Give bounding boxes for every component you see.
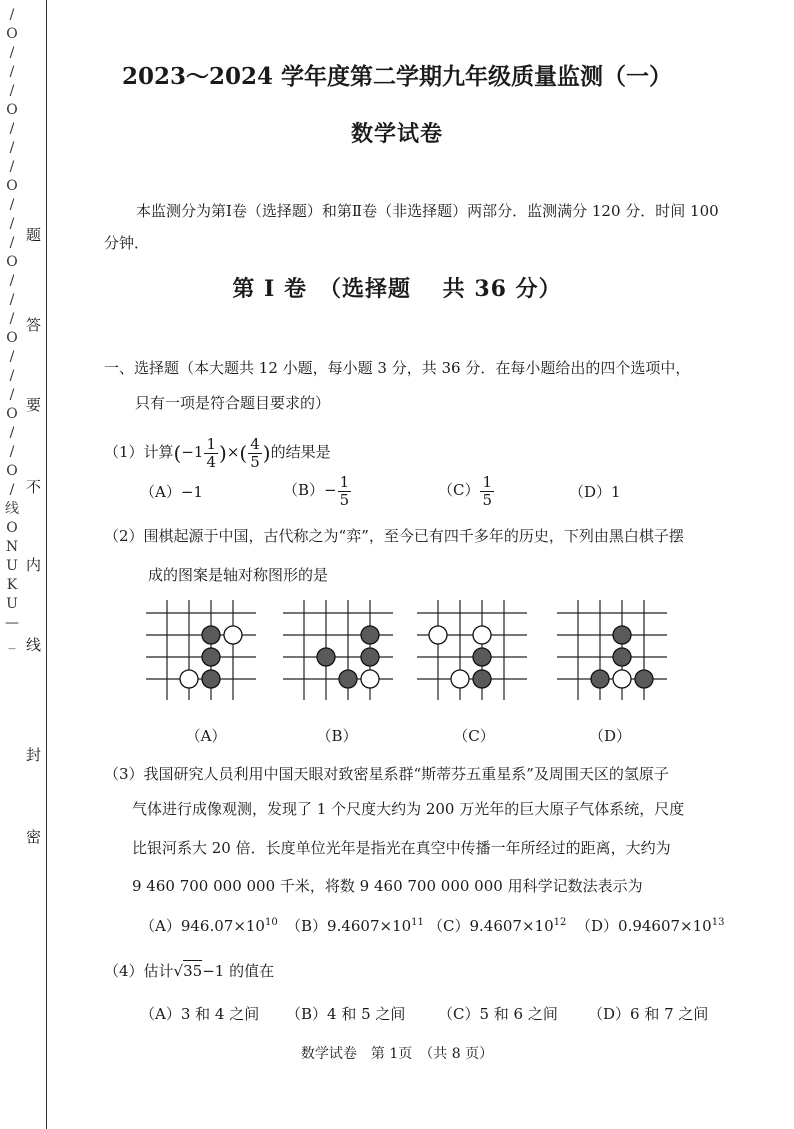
q4-prefix: （4）估计: [104, 962, 174, 980]
black-stone: [473, 670, 491, 688]
seal-decoration-char: /: [9, 311, 15, 327]
q1-close-paren: ): [219, 441, 227, 465]
question-3-line3: 比银河系大 20 倍．长度单位光年是指光在真空中传播一年所经过的距离，大约为: [132, 839, 671, 857]
q1-frac2-numerator: 4: [250, 434, 260, 453]
q4-option-c: （C）5 和 6 之间: [438, 1005, 558, 1023]
seal-decoration-char: O: [6, 330, 18, 346]
white-stone: [473, 626, 491, 644]
q3-c-base: （C）9.4607×10: [428, 917, 554, 935]
q3-option-a: [140, 916, 278, 936]
black-stone: [361, 626, 379, 644]
seal-decoration-char: O: [6, 26, 18, 42]
exam-title: 2023～2024 学年度第二学期九年级质量监测（一）: [121, 63, 673, 90]
question-2-line2: 成的图案是轴对称图形的是: [148, 566, 329, 584]
q1-times: ×: [226, 443, 240, 461]
q1-b-denominator: 5: [339, 490, 350, 509]
seal-decoration-char: /: [9, 235, 15, 251]
q1-fraction-four-fifths: [248, 436, 262, 471]
black-stone: [339, 670, 357, 688]
seal-decoration-char: O: [6, 463, 18, 479]
seal-decoration-char: O: [6, 102, 18, 118]
seal-decoration-char: /: [9, 273, 15, 289]
q1-frac1-numerator: 1: [206, 434, 217, 453]
q3-a-base: （A）946.07×10: [140, 917, 265, 935]
q1-option-c: [438, 470, 495, 510]
seal-decoration-char: /: [9, 197, 15, 213]
seal-decoration-char: /: [9, 425, 15, 441]
q1-c-numerator: 1: [482, 472, 493, 491]
q4-option-d: （D）6 和 7 之间: [588, 1005, 709, 1023]
figure-label-a: （A）: [185, 727, 227, 745]
q1-suffix: 的结果是: [270, 443, 331, 461]
q3-option-d: [576, 916, 724, 936]
figure-label-b: （B）: [316, 727, 358, 745]
seal-char: 封: [26, 746, 42, 764]
question-3-line1: （3）我国研究人员利用中国天眼对致密星系群“斯蒂芬五重星系”及周围天区的氢原子: [104, 765, 669, 783]
figure-label-d: （D）: [588, 727, 632, 745]
white-stone: [613, 670, 631, 688]
seal-char: 密: [26, 828, 42, 846]
seal-decoration-char: U: [6, 558, 18, 574]
section-heading-line2: 只有一项是符合题目要求的）: [135, 394, 331, 412]
exam-subtitle: 数学试卷: [350, 121, 443, 147]
q1-c-label: （C）: [438, 481, 480, 499]
q1-open-paren: (: [173, 441, 182, 465]
seal-decoration-char: —: [5, 615, 19, 631]
seal-decoration-char: /: [9, 7, 15, 23]
white-stone: [429, 626, 447, 644]
go-board-a: [146, 600, 256, 700]
q1-minus-one: −1: [181, 443, 204, 461]
q4-radicand: 35: [183, 962, 203, 980]
question-3-line4: 9 460 700 000 000 千米，将数 9 460 700 000 000 用科学记数法表示为: [132, 877, 643, 895]
seal-decoration-char: U: [6, 596, 18, 612]
section-heading-line1: 一、选择题（本大题共 12 小题，每小题 3 分，共 36 分．在每小题给出的四个选项中，: [104, 359, 691, 377]
q3-a-exponent: 10: [264, 917, 278, 928]
seal-margin: [0, 0, 50, 1129]
q4-option-a: （A）3 和 4 之间: [140, 1005, 260, 1023]
q3-d-exponent: 13: [711, 917, 725, 928]
seal-char: 答: [26, 316, 42, 334]
seal-char: 不: [26, 478, 42, 496]
seal-decoration-char: /: [9, 140, 15, 156]
q1-frac2-denominator: 5: [250, 452, 260, 471]
q1-close-paren-2: ): [262, 441, 271, 465]
q1-b-numerator: 1: [339, 472, 350, 491]
black-stone: [613, 626, 631, 644]
seal-char: 线: [26, 636, 42, 654]
black-stone: [202, 626, 220, 644]
exam-intro: 本监测分为第Ⅰ卷（选择题）和第Ⅱ卷（非选择题）两部分．监测满分 120 分．时间 100 分钟．: [104, 202, 719, 252]
go-board-c: [417, 600, 527, 700]
q4-option-b: （B）4 和 5 之间: [286, 1005, 406, 1023]
black-stone: [317, 648, 335, 666]
white-stone: [451, 670, 469, 688]
question-3-line2: 气体进行成像观测，发现了 1 个尺度大约为 200 万光年的巨大原子气体系统，尺度: [132, 800, 685, 818]
black-stone: [202, 670, 220, 688]
q1-b-fraction: [338, 474, 352, 509]
margin-line: [46, 0, 47, 1129]
page-footer: 数学试卷 第 1页 （共 8 页）: [300, 1046, 494, 1062]
seal-decoration-char: /: [9, 444, 15, 460]
q3-option-b: [286, 916, 424, 936]
black-stone: [473, 648, 491, 666]
seal-char: 要: [26, 396, 42, 414]
seal-decoration-char: /: [9, 292, 15, 308]
q1-prefix: （1）计算: [104, 443, 174, 461]
black-stone: [591, 670, 609, 688]
q1-option-a: （A）−1: [140, 483, 203, 501]
q4-after: −1 的值在: [202, 962, 275, 980]
question-2-line1: （2）围棋起源于中国，古代称之为“弈”，至今已有四千多年的历史，下列由黑白棋子摆: [104, 527, 684, 545]
q3-c-exponent: 12: [553, 917, 567, 928]
seal-decoration-char: K: [6, 577, 18, 593]
question-4-stem: [104, 961, 274, 981]
q4-radical-sign: √: [173, 962, 184, 980]
seal-decoration-char: /: [9, 45, 15, 61]
seal-decoration-char: /: [9, 64, 15, 80]
q1-option-d: （D）1: [569, 483, 621, 501]
black-stone: [202, 648, 220, 666]
seal-decoration-char: /: [9, 159, 15, 175]
white-stone: [180, 670, 198, 688]
figure-label-c: （C）: [453, 727, 495, 745]
black-stone: [635, 670, 653, 688]
q3-option-c: [428, 916, 566, 936]
seal-char: 内: [26, 556, 42, 574]
q1-option-b: [283, 470, 352, 510]
black-stone: [613, 648, 631, 666]
q1-c-denominator: 5: [482, 490, 493, 509]
go-board-b: [283, 600, 393, 700]
q1-b-label: （B）−: [283, 481, 337, 499]
q3-d-base: （D）0.94607×10: [576, 917, 712, 935]
seal-decoration-char: /: [9, 368, 15, 384]
q3-b-exponent: 11: [411, 917, 424, 928]
q1-c-fraction: [480, 474, 494, 509]
q1-frac1-denominator: 4: [206, 452, 217, 471]
seal-decoration-char: /: [9, 216, 15, 232]
seal-decoration-char: O: [6, 178, 18, 194]
seal-decoration-char: /: [9, 349, 15, 365]
seal-decoration-char: _: [8, 634, 16, 650]
seal-decoration-char: O: [6, 520, 18, 536]
seal-decoration-char: /: [9, 482, 15, 498]
q1-open-paren-2: (: [239, 441, 248, 465]
white-stone: [224, 626, 242, 644]
seal-decoration-char: /: [9, 83, 15, 99]
seal-decoration-char: O: [6, 406, 18, 422]
volume-title: 第 Ⅰ 卷 （选择题 共 36 分）: [232, 276, 562, 302]
seal-decoration-char: /: [9, 387, 15, 403]
seal-char: 题: [26, 226, 42, 244]
seal-decoration-char: 线: [5, 501, 19, 517]
seal-decoration-char: /: [9, 121, 15, 137]
black-stone: [361, 648, 379, 666]
white-stone: [361, 670, 379, 688]
q3-b-base: （B）9.4607×10: [286, 917, 412, 935]
seal-decoration-char: N: [5, 539, 19, 555]
q1-fraction-quarter: [204, 436, 218, 471]
seal-decoration-char: O: [6, 254, 18, 270]
go-board-d: [557, 600, 667, 700]
